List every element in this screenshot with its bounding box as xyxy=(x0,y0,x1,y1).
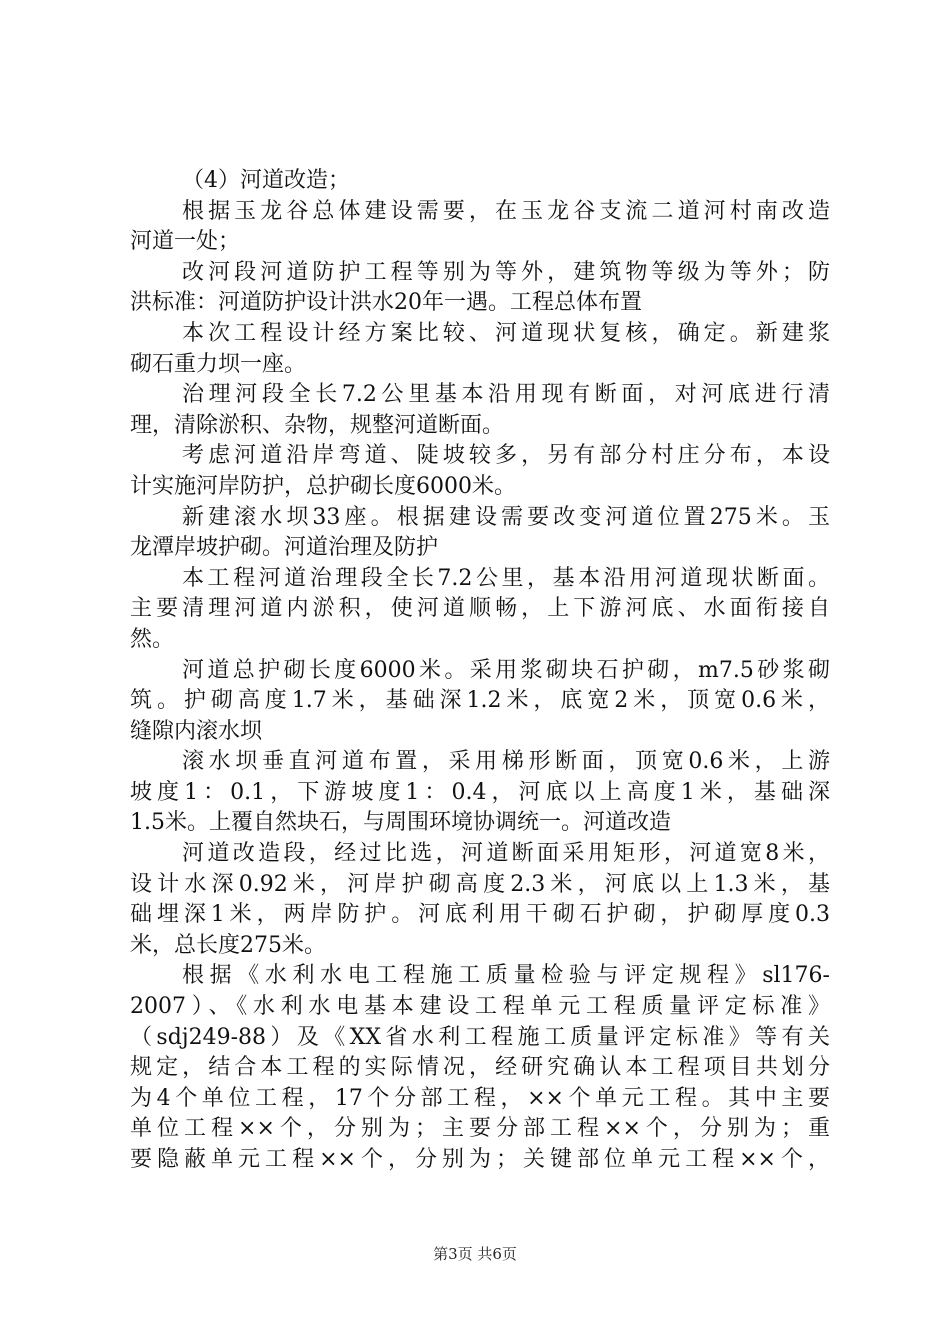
text-line: 筑。护砌高度1.7米，基础深1.2米，底宽2米，顶宽0.6米， xyxy=(130,688,830,714)
text-line: 根据玉龙谷总体建设需要，在玉龙谷支流二道河村南改造 xyxy=(182,198,830,224)
text-line: 为4个单位工程，17个分部工程，××个单元工程。其中主要 xyxy=(130,1085,830,1111)
text-line: 础埋深1米，两岸防护。河底利用干砌石护砌，护砌厚度0.3 xyxy=(130,902,830,928)
text-line: 1.5米。上覆自然块石，与周围环境协调统一。河道改造 xyxy=(130,810,671,836)
text-line: 洪标准：河道防护设计洪水20年一遇。工程总体布置 xyxy=(130,290,642,316)
text-line: 新建滚水坝33座。根据建设需要改变河道位置275米。玉 xyxy=(182,504,830,530)
text-line: 坡度1：0.1，下游坡度1：0.4，河底以上高度1米，基础深 xyxy=(130,779,830,805)
text-line: 砌石重力坝一座。 xyxy=(130,351,307,377)
text-line: 改河段河道防护工程等别为等外，建筑物等级为等外；防 xyxy=(182,259,830,285)
text-line: 河道一处； xyxy=(130,229,241,255)
page-number-footer: 第3页 共6页 xyxy=(433,1245,517,1263)
document-body xyxy=(130,166,830,1176)
text-line: 根据《水利水电工程施工质量检验与评定规程》sl176- xyxy=(182,963,830,989)
text-line: 主要清理河道内淤积，使河道顺畅，上下游河底、水面衔接自 xyxy=(130,596,830,622)
text-line: 本工程河道治理段全长7.2公里，基本沿用河道现状断面。 xyxy=(182,565,830,591)
text-line: 米，总长度275米。 xyxy=(130,932,326,958)
text-line: 然。 xyxy=(130,626,175,652)
text-line: 单位工程××个，分别为；主要分部工程××个，分别为；重 xyxy=(130,1116,830,1142)
text-line: 2007）、《水利水电基本建设工程单元工程质量评定标准》 xyxy=(130,994,830,1020)
text-line: 河道总护砌长度6000米。采用浆砌块石护砌，m7.5砂浆砌 xyxy=(182,657,830,683)
text-line: 理，清除淤积、杂物，规整河道断面。 xyxy=(130,412,505,438)
text-line: （sdj249-88）及《XX省水利工程施工质量评定标准》等有关 xyxy=(130,1024,830,1050)
text-line: 河道改造段，经过比选，河道断面采用矩形，河道宽8米， xyxy=(182,841,830,867)
text-line: 治理河段全长7.2公里基本沿用现有断面，对河底进行清 xyxy=(182,382,830,408)
text-line: 计实施河岸防护，总护砌长度6000米。 xyxy=(130,473,516,499)
text-line: （4）河道改造； xyxy=(182,168,350,193)
text-line: 设计水深0.92米，河岸护砌高度2.3米，河底以上1.3米，基 xyxy=(130,871,830,897)
text-line: 考虑河道沿岸弯道、陡坡较多，另有部分村庄分布，本设 xyxy=(182,443,830,469)
text-line: 要隐蔽单元工程××个，分别为；关键部位单元工程××个， xyxy=(130,1147,830,1172)
text-line: 滚水坝垂直河道布置，采用梯形断面，顶宽0.6米，上游 xyxy=(182,749,830,775)
text-line: 本次工程设计经方案比较、河道现状复核，确定。新建浆 xyxy=(182,320,830,346)
text-line: 龙潭岸坡护砌。河道治理及防护 xyxy=(130,535,439,561)
text-line: 规定，结合本工程的实际情况，经研究确认本工程项目共划分 xyxy=(130,1055,830,1081)
text-line: 缝隙内滚水坝 xyxy=(130,718,263,744)
